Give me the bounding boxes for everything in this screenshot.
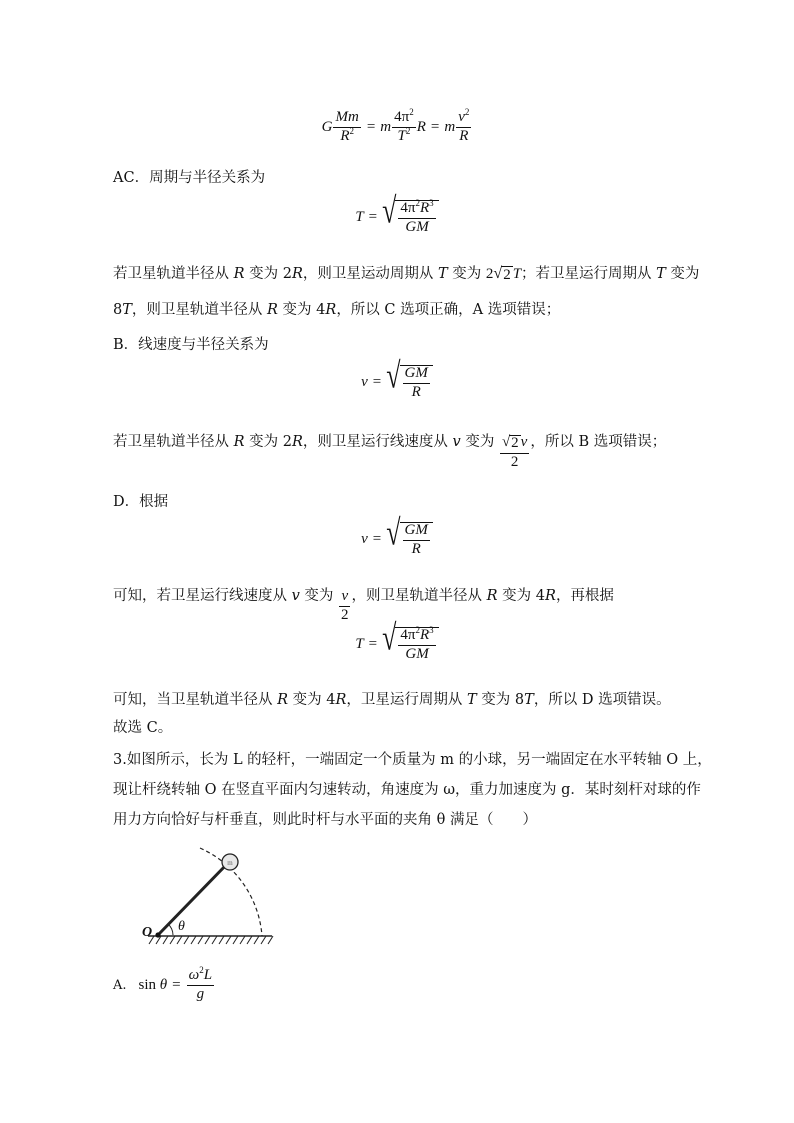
d-heading: D．根据 (113, 494, 169, 510)
pivot-label: O (142, 925, 153, 940)
ball-label: m (227, 859, 233, 867)
theta-label: θ (178, 919, 185, 934)
pivot (155, 932, 160, 937)
question3-line2: 现让杆绕转轴 O 在竖直平面内匀速转动，角速度为 ω，重力加速度为 g．某时刻杆对球的作 (113, 782, 701, 798)
b-heading: B．线速度与半径关系为 (113, 337, 269, 353)
gravitation-equation: G $\frac{Mm}{R^2}$ = m $\frac{4\pi^2}{T^2}$ R = m $\frac{v^2}{R}$ (321, 107, 470, 144)
answer-choice: 故选 C。 (113, 720, 173, 736)
question3-line1: 3.如图所示，长为 L 的轻杆，一端固定一个质量为 m 的小球，另一端固定在水平转轴 O 上， (113, 752, 712, 768)
ground-hatch (149, 936, 273, 944)
d-explanation-line1: 可知，若卫星运行线速度从 v 变为 $\frac{v}{2}$ ，则卫星轨道半径从 R 变为 4R，再根据 (113, 588, 614, 623)
ac-explanation-line2: 8T，则卫星轨道半径从 R 变为 4R，所以 C 选项正确，A 选项错误； (113, 302, 561, 318)
ac-heading: AC．周期与半径关系为 (113, 170, 266, 186)
question3-line3: 用力方向恰好与杆垂直，则此时杆与水平面的夹角 θ 满足（ ） (113, 812, 537, 828)
ac-explanation-line1: 若卫星轨道半径从 R 变为 2R，则卫星运动周期从 T 变为 2 √ 2 T ；若卫星运行周期从 T 变为 (113, 264, 700, 283)
period-formula-2: T = √ $\frac{4\pi^2R^3}{GM}$ (0, 627, 794, 663)
option-a: A. sin θ = $\frac{\omega^2L}{g}$ (113, 965, 213, 1002)
period-formula: T = √ $\frac{4\pi^2R^3}{GM}$ (0, 200, 794, 236)
velocity-formula-2: v = √ $\frac{GM}{R}$ (0, 522, 794, 558)
velocity-formula-1: v = √ $\frac{GM}{R}$ (0, 365, 794, 401)
option-a-label: A. (113, 977, 127, 993)
rod-ball-figure (140, 842, 280, 952)
d-explanation-line2: 可知，当卫星轨道半径从 R 变为 4R，卫星运行周期从 T 变为 8T，所以 D 选项错误。 (113, 692, 671, 708)
b-explanation: 若卫星轨道半径从 R 变为 2R，则卫星运行线速度从 v 变为 √ 2 v 2 ，所以 B 选项错误； (113, 434, 667, 470)
